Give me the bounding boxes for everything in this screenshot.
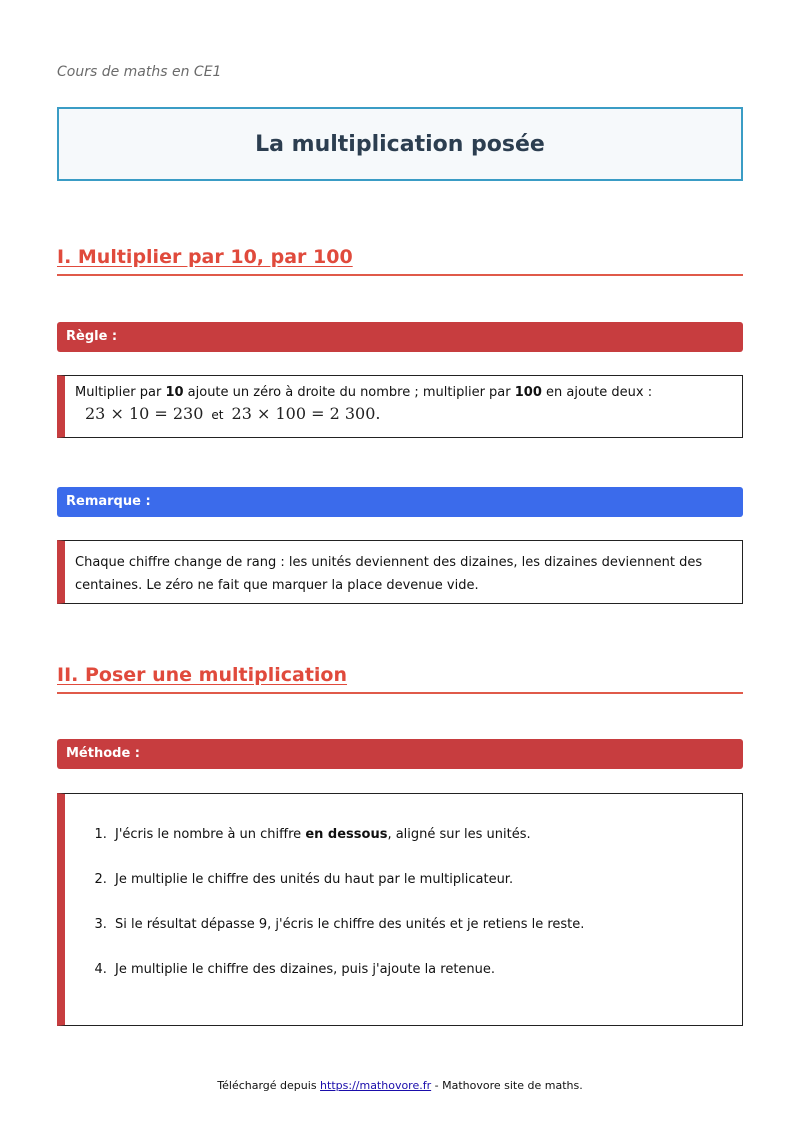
math-connector: et [211, 408, 224, 422]
remarque-box [57, 540, 743, 604]
footer-suffix: - Mathovore site de maths. [431, 1079, 583, 1092]
footer-link[interactable]: https://mathovore.fr [320, 1079, 432, 1092]
section-title-1: I. Multiplier par 10, par 100 [57, 246, 353, 268]
step-1-bold: en dessous [305, 827, 388, 842]
methode-band: Méthode : [57, 739, 743, 769]
list-item: 4. Je multiplie le chiffre des dizaines, puis j'ajoute la retenue. [111, 961, 730, 979]
math-expression-2: 23 × 100 = 2 300 [231, 404, 376, 423]
regle-text [75, 384, 730, 402]
regle-bold-100: 100 [514, 385, 542, 400]
regle-box [57, 375, 743, 438]
section-heading-1 [57, 246, 743, 276]
list-item: 3. Si le résultat dépasse 9, j'écris le chiffre des unités et je retiens le reste. [111, 916, 730, 934]
remarque-text: Chaque chiffre change de rang : les unités deviennent des dizaines, les dizaines deviennent des centaines. Le zéro ne fait que marquer la place devenue vide. [75, 555, 703, 593]
step-1-text-b: , aligné sur les unités. [387, 827, 531, 842]
remarque-band: Remarque : [57, 487, 743, 517]
math-expression-1: 23 × 10 = 230 [85, 404, 204, 423]
regle-text-part-1: Multiplier par [75, 385, 166, 400]
methode-box [57, 793, 743, 1026]
regle-text-part-3: en ajoute deux : [541, 385, 653, 400]
list-item: 2. Je multiplie le chiffre des unités du haut par le multiplicateur. [111, 871, 730, 889]
math-period: . [375, 404, 381, 423]
course-label: Cours de maths en CE1 [57, 64, 222, 80]
footer-prefix: Téléchargé depuis [217, 1079, 321, 1092]
methode-steps-list [75, 826, 730, 979]
section-title-2: II. Poser une multiplication [57, 664, 348, 686]
list-item [111, 826, 730, 844]
footer [0, 1079, 800, 1092]
regle-text-part-2: ajoute un zéro à droite du nombre ; multiplier par [183, 385, 515, 400]
regle-bold-10: 10 [165, 385, 184, 400]
step-1-text-a: J'écris le nombre à un chiffre [115, 827, 306, 842]
regle-math-line [75, 402, 730, 427]
regle-band: Règle : [57, 322, 743, 352]
section-heading-2 [57, 664, 743, 694]
title-box [57, 107, 743, 181]
page-title: La multiplication posée [255, 131, 545, 157]
